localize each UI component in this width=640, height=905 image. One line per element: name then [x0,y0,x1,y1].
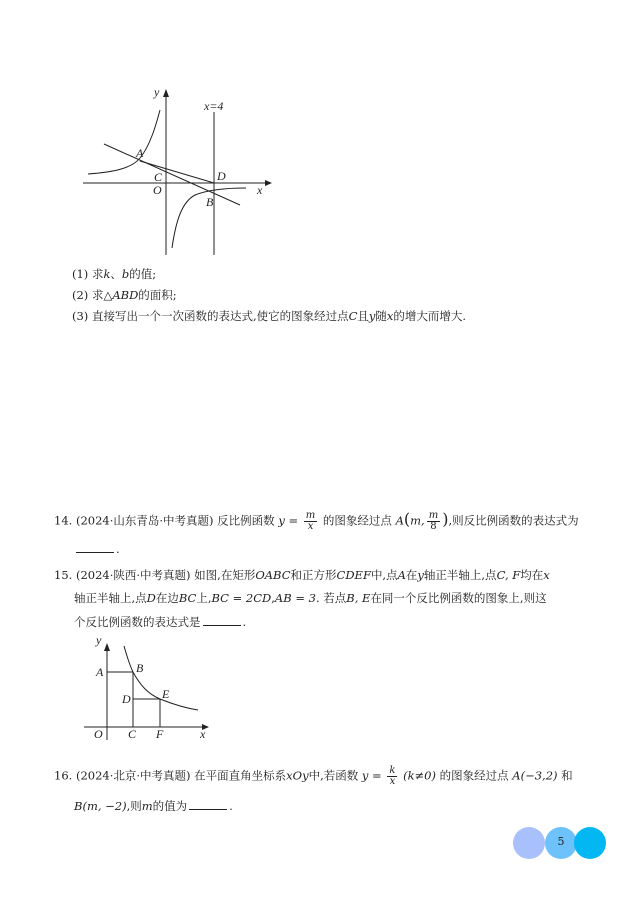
label-A: A [96,665,104,679]
label-F: F [156,727,164,741]
figure-hyperbola-line [70,80,290,270]
q13-part-3: (3) 直接写出一个一次函数的表达式,使它的图象经过点C且y随x的增大而增大. [72,309,467,323]
fraction-m-over-x: $\frac{m}{x}$ [305,510,316,532]
question-source: (2024·陕西·中考真题) [75,568,191,582]
label-D: D [122,692,131,706]
label-C: C [154,170,163,184]
question-number: 16. [54,768,73,783]
q13-part-2: (2) 求△ABD的面积; [72,288,177,302]
question-source: (2024·北京·中考真题) [75,768,191,783]
answer-blank[interactable] [76,540,114,553]
label-E: E [162,687,170,701]
label-x: x [257,183,263,197]
label-y: y [154,85,160,99]
label-B: B [206,195,214,209]
segment-AD [140,161,214,183]
label-C: C [128,727,137,741]
x-axis-arrow [265,180,272,186]
page-number-badge [545,827,577,859]
label-A: A [136,146,144,160]
q16-line-1: 16. (2024·北京·中考真题) 在平面直角坐标系xOy中,若函数 y = $\frac{k}{x}$ (k≠0) 的图象经过点 A(−3,2) 和 [54,765,573,787]
label-B: B [136,661,144,675]
answer-blank[interactable] [203,613,241,626]
q16-line-2: B(m, −2),则m的值为 . [74,799,233,813]
fraction-k-over-x: $\frac{k}{x}$ [389,765,396,787]
page-decoration-right [574,827,606,859]
q15-line-3: 个反比例函数的表达式是 . [74,615,247,629]
q15-line-2: 轴正半轴上,点D在边BC上,BC = 2CD,AB = 3. 若点B, E在同一个反比例函数的图象上,则这 [74,591,547,605]
label-O: O [94,727,103,741]
label-y: y [96,633,102,647]
label-D: D [217,169,226,183]
q13-part-1: (1) 求k、b的值; [72,267,157,281]
question-source: (2024·山东青岛·中考真题) [75,513,214,528]
y-axis-arrow [163,89,169,97]
hyperbola-curve [124,646,198,710]
question-number: 14. [54,513,73,528]
question-number: 15. [54,568,73,582]
q14-line-1: 14. (2024·山东青岛·中考真题) 反比例函数 y = $\frac{m}{x}$ 的图象经过点 A(m, $\frac{m}{8}$ ),则反比例函数的表达式为 [54,509,579,532]
page-decoration-left [513,827,545,859]
y-axis-arrow [104,643,110,651]
fraction-m-over-8: $\frac{m}{8}$ [428,510,439,532]
label-O: O [153,183,162,197]
q15-line-1: 15. (2024·陕西·中考真题) 如图,在矩形OABC和正方形CDEF中,点A在y轴正半轴上,点C, F均在x [54,568,550,582]
label-x: x [200,727,206,741]
label-x-equals-4: x=4 [204,99,224,113]
page-number: 5 [557,835,565,848]
q14-line-2: . [74,540,120,557]
answer-blank[interactable] [189,797,227,810]
figure-rectangle-square [80,630,220,745]
